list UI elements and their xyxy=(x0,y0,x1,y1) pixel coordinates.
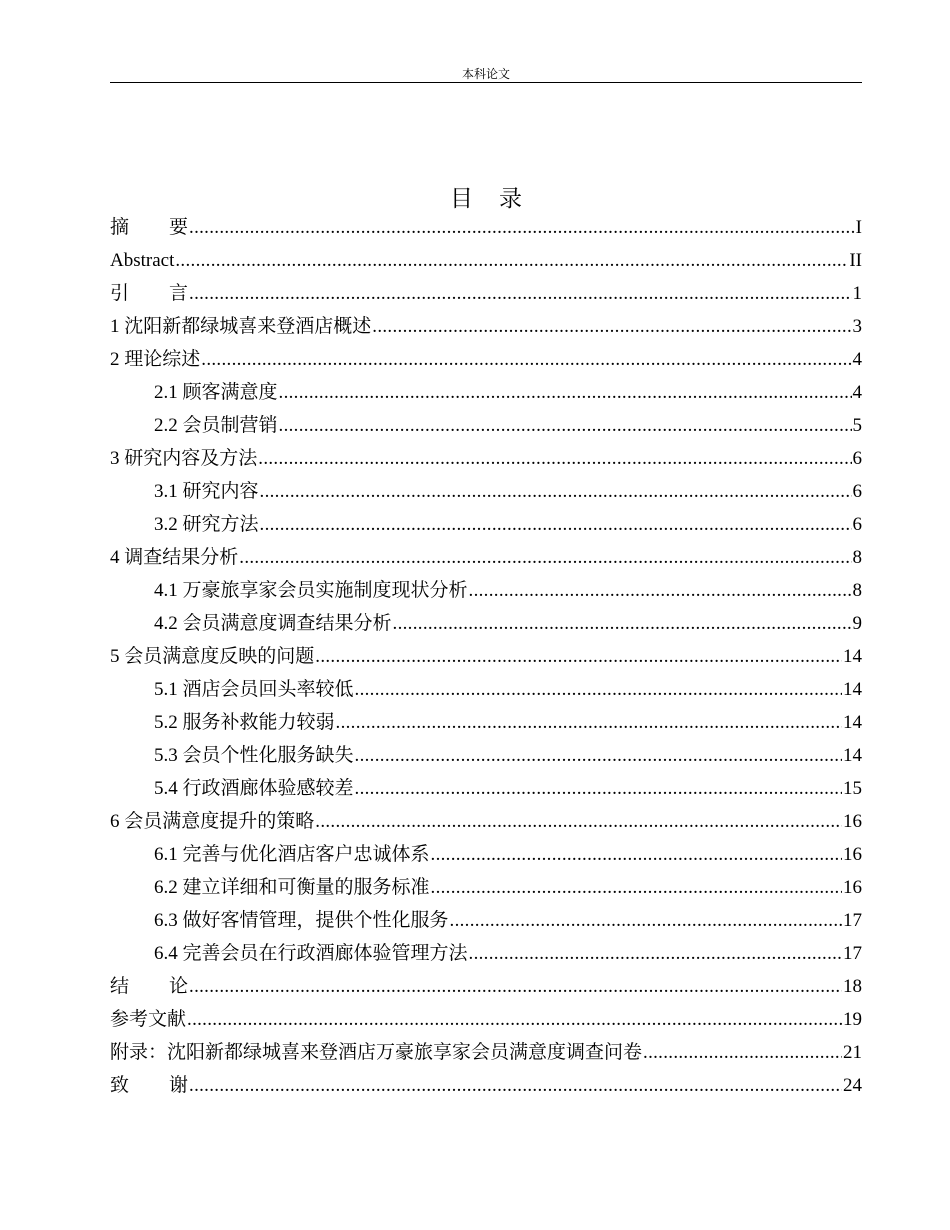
toc-leader-dots xyxy=(355,772,842,805)
toc-entry-label: 3.2 研究方法 xyxy=(154,514,259,535)
toc-leader-dots xyxy=(355,673,842,706)
toc-entry-label: 2.2 会员制营销 xyxy=(154,415,278,436)
toc-entry-page: 14 xyxy=(843,712,862,733)
toc-entry-page: 14 xyxy=(843,646,862,667)
toc-entry-label: 3 研究内容及方法 xyxy=(110,448,258,469)
toc-entry-page: 9 xyxy=(852,613,862,634)
toc-entry[interactable] xyxy=(110,376,862,409)
toc-entry-label: 结论 xyxy=(110,976,229,997)
table-of-contents xyxy=(110,211,862,1102)
toc-title: 目录 xyxy=(450,186,548,212)
toc-entry-page: 16 xyxy=(843,811,862,832)
toc-entry-label: 4.1 万豪旅享家会员实施制度现状分析 xyxy=(154,580,468,601)
toc-entry[interactable] xyxy=(110,1003,862,1036)
toc-leader-dots xyxy=(189,1069,842,1102)
toc-leader-dots xyxy=(431,871,842,904)
toc-entry[interactable] xyxy=(110,607,862,640)
toc-leader-dots xyxy=(450,904,842,937)
toc-entry-label: 附录：沈阳新都绿城喜来登酒店万豪旅享家会员满意度调查问卷 xyxy=(110,1042,643,1063)
toc-entry[interactable] xyxy=(110,508,862,541)
toc-entry-page: 5 xyxy=(852,415,862,436)
toc-entry[interactable] xyxy=(110,541,862,574)
header-divider xyxy=(110,82,862,83)
toc-entry-label: 致谢 xyxy=(110,1075,229,1096)
toc-entry[interactable] xyxy=(110,838,862,871)
toc-entry-page: 8 xyxy=(852,580,862,601)
toc-entry-label: Abstract xyxy=(110,250,175,271)
toc-entry[interactable] xyxy=(110,904,862,937)
toc-entry[interactable] xyxy=(110,739,862,772)
toc-entry[interactable] xyxy=(110,244,862,277)
toc-entry-page: 14 xyxy=(843,679,862,700)
toc-entry[interactable] xyxy=(110,409,862,442)
toc-entry[interactable] xyxy=(110,640,862,673)
toc-entry-label: 6.2 建立详细和可衡量的服务标准 xyxy=(154,877,430,898)
toc-leader-dots xyxy=(393,607,852,640)
toc-entry-label: 5.2 服务补救能力较弱 xyxy=(154,712,335,733)
toc-entry[interactable] xyxy=(110,1036,862,1069)
toc-entry-page: 4 xyxy=(852,382,862,403)
toc-leader-dots xyxy=(469,937,842,970)
toc-leader-dots xyxy=(239,541,851,574)
toc-leader-dots xyxy=(260,475,852,508)
toc-leader-dots xyxy=(260,508,852,541)
toc-entry-page: 19 xyxy=(843,1009,862,1030)
toc-leader-dots xyxy=(175,244,848,277)
toc-entry-label: 5.1 酒店会员回头率较低 xyxy=(154,679,354,700)
toc-entry[interactable] xyxy=(110,871,862,904)
toc-entry-label: 4 调查结果分析 xyxy=(110,547,239,568)
toc-entry-page: 14 xyxy=(843,745,862,766)
toc-leader-dots xyxy=(189,211,855,244)
toc-entry-label: 5.4 行政酒廊体验感较差 xyxy=(154,778,354,799)
toc-entry-label: 6.4 完善会员在行政酒廊体验管理方法 xyxy=(154,943,468,964)
toc-entry-label: 引言 xyxy=(110,283,229,304)
toc-entry[interactable] xyxy=(110,937,862,970)
toc-entry[interactable] xyxy=(110,772,862,805)
toc-entry-page: 16 xyxy=(843,877,862,898)
toc-entry-page: 6 xyxy=(852,514,862,535)
toc-entry-label: 3.1 研究内容 xyxy=(154,481,259,502)
toc-leader-dots xyxy=(279,409,852,442)
toc-entry-page: 15 xyxy=(843,778,862,799)
toc-leader-dots xyxy=(643,1036,842,1069)
toc-entry[interactable] xyxy=(110,805,862,838)
toc-entry[interactable] xyxy=(110,475,862,508)
toc-entry-label: 6.1 完善与优化酒店客户忠诚体系 xyxy=(154,844,430,865)
toc-leader-dots xyxy=(258,442,851,475)
toc-leader-dots xyxy=(336,706,842,739)
toc-entry-label: 2.1 顾客满意度 xyxy=(154,382,278,403)
toc-leader-dots xyxy=(469,574,852,607)
toc-leader-dots xyxy=(315,640,842,673)
toc-leader-dots xyxy=(201,343,851,376)
toc-entry-page: 16 xyxy=(843,844,862,865)
toc-leader-dots xyxy=(189,277,851,310)
toc-entry-page: I xyxy=(855,217,862,238)
toc-entry-page: 8 xyxy=(852,547,862,568)
toc-leader-dots xyxy=(189,970,842,1003)
toc-entry[interactable] xyxy=(110,574,862,607)
toc-entry-label: 4.2 会员满意度调查结果分析 xyxy=(154,613,392,634)
toc-entry-label: 摘要 xyxy=(110,217,229,238)
toc-entry-page: 6 xyxy=(852,448,862,469)
toc-entry-label: 6 会员满意度提升的策略 xyxy=(110,811,315,832)
toc-entry[interactable] xyxy=(110,706,862,739)
toc-leader-dots xyxy=(187,1003,842,1036)
toc-entry-label: 5 会员满意度反映的问题 xyxy=(110,646,315,667)
toc-entry[interactable] xyxy=(110,970,862,1003)
toc-entry[interactable] xyxy=(110,277,862,310)
toc-entry[interactable] xyxy=(110,211,862,244)
toc-entry[interactable] xyxy=(110,310,862,343)
toc-leader-dots xyxy=(372,310,851,343)
toc-entry[interactable] xyxy=(110,442,862,475)
toc-entry-page: 3 xyxy=(852,316,862,337)
toc-entry-page: 18 xyxy=(843,976,862,997)
toc-leader-dots xyxy=(431,838,842,871)
toc-leader-dots xyxy=(355,739,842,772)
toc-entry-label: 1 沈阳新都绿城喜来登酒店概述 xyxy=(110,316,372,337)
toc-entry[interactable] xyxy=(110,673,862,706)
toc-entry-label: 6.3 做好客情管理，提供个性化服务 xyxy=(154,910,449,931)
toc-entry-page: 21 xyxy=(843,1042,862,1063)
toc-leader-dots xyxy=(279,376,852,409)
page-header: 本科论文 xyxy=(461,67,510,81)
toc-entry-label: 5.3 会员个性化服务缺失 xyxy=(154,745,354,766)
toc-entry[interactable] xyxy=(110,1069,862,1102)
toc-entry-page: 6 xyxy=(852,481,862,502)
toc-entry-page: 1 xyxy=(852,283,862,304)
toc-entry-page: 17 xyxy=(843,910,862,931)
toc-entry-label: 参考文献 xyxy=(110,1009,187,1030)
toc-entry[interactable] xyxy=(110,343,862,376)
toc-entry-page: II xyxy=(849,250,862,271)
toc-entry-page: 17 xyxy=(843,943,862,964)
toc-entry-page: 4 xyxy=(852,349,862,370)
toc-leader-dots xyxy=(315,805,842,838)
toc-entry-label: 2 理论综述 xyxy=(110,349,201,370)
toc-entry-page: 24 xyxy=(843,1075,862,1096)
